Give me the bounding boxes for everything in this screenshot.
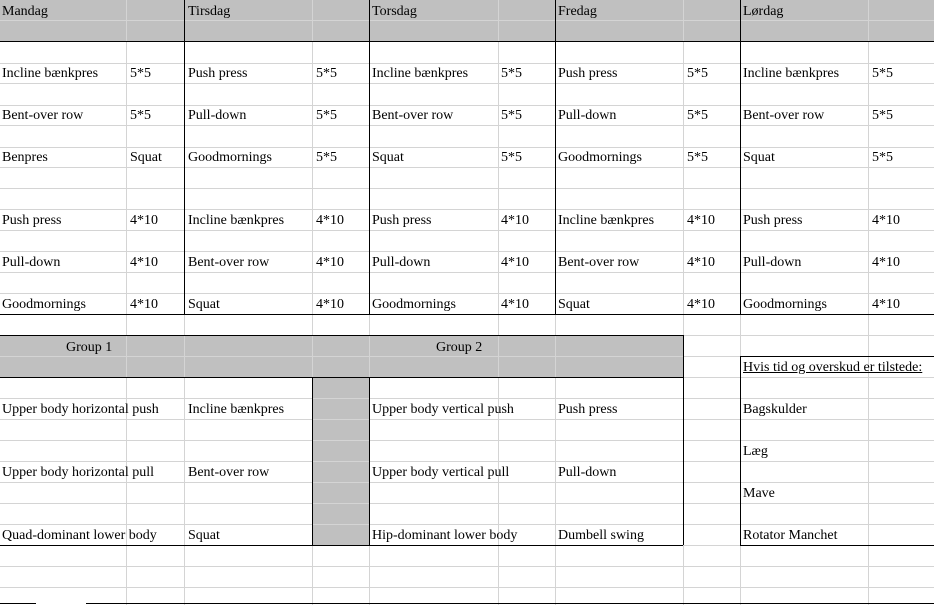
sets-reps-cell: 5*5 [501,66,522,81]
exercise-cell: Pull-down [743,255,802,270]
exercise-cell: Pull-down [558,108,617,123]
sets-reps-cell: 4*10 [316,297,344,312]
exercise-cell: Push press [188,66,248,81]
extras-item: Rotator Manchet [743,528,838,543]
sets-reps-cell: 5*5 [687,108,708,123]
exercise-cell: Push press [372,213,432,228]
sets-reps-cell: 4*10 [501,297,529,312]
exercise-cell: Squat [743,150,775,165]
exercise-cell: Incline bænkpres [2,66,99,81]
group2-category: Upper body vertical push [372,402,514,417]
exercise-cell: Incline bænkpres [743,66,840,81]
extras-item: Mave [743,486,775,501]
sets-reps-cell: 5*5 [130,108,151,123]
group1-exercise: Bent-over row [188,465,270,480]
extras-heading: Hvis tid og overskud er tilstede: [743,360,923,375]
group2-exercise: Dumbell swing [558,528,644,543]
day-header-torsdag: Torsdag [372,4,417,19]
exercise-cell: Incline bænkpres [372,66,469,81]
sets-reps-cell: 4*10 [316,255,344,270]
exercise-cell: Pull-down [372,255,431,270]
exercise-cell: Push press [558,66,618,81]
exercise-cell: Goodmornings [372,297,456,312]
sets-reps-cell: 5*5 [316,66,337,81]
sets-reps-cell: 4*10 [501,255,529,270]
day-header-tirsdag: Tirsdag [188,4,231,19]
sets-reps-cell: 5*5 [501,108,522,123]
extras-item: Bagskulder [743,402,807,417]
sets-reps-cell: 4*10 [872,255,900,270]
group2-title: Group 2 [436,340,483,355]
sets-reps-cell: 5*5 [687,150,708,165]
day-header-lordag: Lørdag [743,4,784,19]
group1-category: Quad-dominant lower body [2,528,157,543]
sets-reps-cell: 4*10 [687,213,715,228]
group1-category: Upper body horizontal pull [2,465,155,480]
sets-reps-cell: 4*10 [687,297,715,312]
exercise-cell: Squat [372,150,404,165]
exercise-cell: Goodmornings [558,150,642,165]
sets-reps-cell: 5*5 [687,66,708,81]
sets-reps-cell: 5*5 [872,150,893,165]
group2-exercise: Push press [558,402,618,417]
sets-reps-cell: 4*10 [316,213,344,228]
sets-reps-cell: 4*10 [130,255,158,270]
sets-reps-cell: 4*10 [130,213,158,228]
exercise-cell: Pull-down [2,255,61,270]
exercise-cell: Goodmornings [188,150,272,165]
group2-category: Upper body vertical pull [372,465,510,480]
exercise-cell: Pull-down [188,108,247,123]
sets-reps-cell: 4*10 [130,297,158,312]
day-header-mandag: Mandag [2,4,48,19]
exercise-cell: Push press [743,213,803,228]
extras-item: Læg [743,444,768,459]
exercise-cell: Bent-over row [743,108,825,123]
exercise-cell: Bent-over row [558,255,640,270]
exercise-cell: Bent-over row [188,255,270,270]
sets-reps-cell: Squat [130,150,162,165]
group1-exercise: Squat [188,528,220,543]
group1-exercise: Incline bænkpres [188,402,285,417]
sets-reps-cell: 4*10 [872,213,900,228]
exercise-cell: Benpres [2,150,48,165]
exercise-cell: Bent-over row [2,108,84,123]
sets-reps-cell: 4*10 [687,255,715,270]
sets-reps-cell: 4*10 [872,297,900,312]
exercise-cell: Incline bænkpres [188,213,285,228]
sets-reps-cell: 5*5 [872,66,893,81]
sets-reps-cell: 5*5 [130,66,151,81]
sets-reps-cell: 5*5 [316,108,337,123]
exercise-cell: Incline bænkpres [558,213,655,228]
sets-reps-cell: 5*5 [501,150,522,165]
sets-reps-cell: 4*10 [501,213,529,228]
exercise-cell: Goodmornings [2,297,86,312]
group2-exercise: Pull-down [558,465,617,480]
exercise-cell: Bent-over row [372,108,454,123]
exercise-cell: Push press [2,213,62,228]
group1-title: Group 1 [66,340,113,355]
sets-reps-cell: 5*5 [872,108,893,123]
exercise-cell: Squat [558,297,590,312]
group1-category: Upper body horizontal push [2,402,159,417]
exercise-cell: Goodmornings [743,297,827,312]
day-header-fredag: Fredag [558,4,597,19]
group2-category: Hip-dominant lower body [372,528,518,543]
sets-reps-cell: 5*5 [316,150,337,165]
exercise-cell: Squat [188,297,220,312]
